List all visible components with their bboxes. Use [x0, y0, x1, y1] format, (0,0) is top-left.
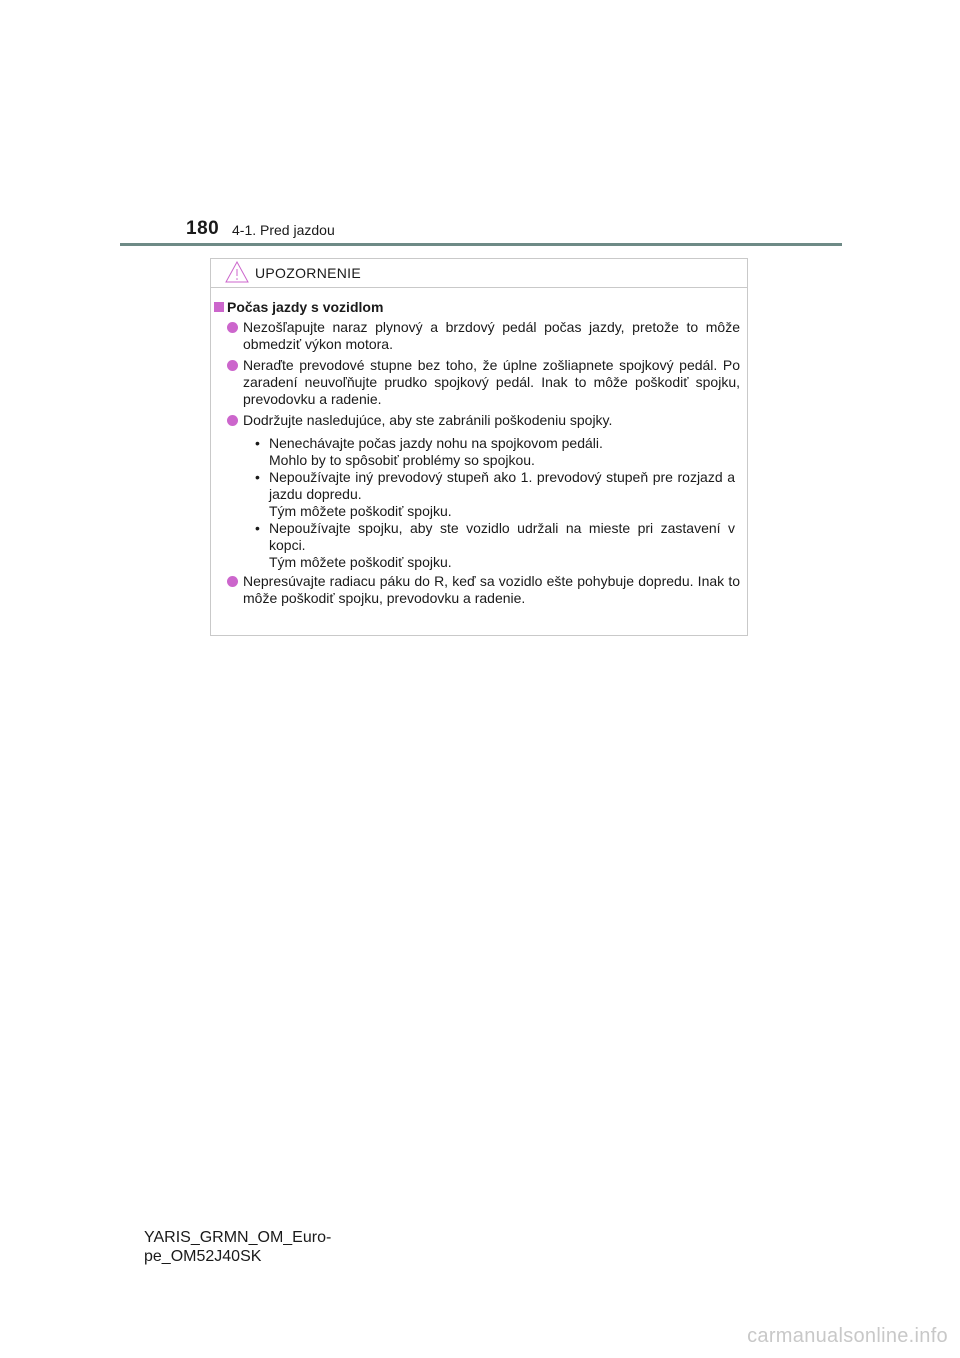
bullet-item — [243, 357, 740, 408]
sub-item-note: Tým môžete poškodiť spojku. — [269, 503, 452, 519]
sub-marker: • — [255, 469, 260, 485]
sub-item — [255, 469, 735, 520]
sub-item-note: Tým môžete poškodiť spojku. — [269, 554, 452, 570]
subheading — [211, 299, 747, 316]
sub-item-text: Nenechávajte počas jazdy nohu na spojkovom pedáli. — [269, 435, 603, 451]
footer-line-2: pe_OM52J40SK — [144, 1248, 262, 1265]
section-title: 4-1. Pred jazdou — [232, 222, 335, 238]
bullet-text: Nezošľapujte naraz plynový a brzdový pedál počas jazdy, pretože to môže obmedziť výkon motora. — [243, 319, 740, 352]
bullet-item — [243, 573, 740, 607]
sub-list — [255, 435, 735, 571]
warning-triangle-icon — [225, 261, 249, 283]
sub-item-note: Mohlo by to spôsobiť problémy so spojkou. — [269, 452, 535, 468]
sub-item — [255, 520, 735, 571]
round-bullet-icon — [227, 576, 238, 587]
subheading-text: Počas jazdy s vozidlom — [227, 299, 384, 315]
bullet-text: Nepresúvajte radiacu páku do R, keď sa vozidlo ešte pohybuje dopredu. Inak to môže poškodiť spojku, prevodovku a radenie. — [243, 573, 740, 606]
header-rule — [120, 243, 842, 246]
round-bullet-icon — [227, 322, 238, 333]
warning-content — [211, 299, 747, 611]
warning-box — [210, 258, 748, 636]
sub-item — [255, 435, 735, 469]
sub-marker: • — [255, 520, 260, 536]
bullet-text: Neraďte prevodové stupne bez toho, že úplne zošliapnete spojkový pedál. Po zaradení neuvoľňujte prudko spojkový pedál. Inak to môže poškodiť spojku, prevodovku a radenie. — [243, 357, 740, 407]
square-bullet-icon — [214, 302, 224, 312]
footer-doc-id — [144, 1228, 331, 1266]
round-bullet-icon — [227, 360, 238, 371]
warning-header — [211, 259, 747, 288]
sub-item-text: Nepoužívajte spojku, aby ste vozidlo udržali na mieste pri zastavení v kopci. — [269, 520, 735, 553]
bullet-item — [243, 319, 740, 353]
page-number: 180 — [186, 218, 220, 239]
bullet-text: Dodržujte nasledujúce, aby ste zabránili poškodeniu spojky. — [243, 412, 613, 428]
watermark: carmanualsonline.info — [747, 1325, 948, 1347]
bullet-item — [243, 412, 740, 429]
round-bullet-icon — [227, 415, 238, 426]
footer-line-1: YARIS_GRMN_OM_Euro- — [144, 1229, 332, 1246]
sub-item-text: Nepoužívajte iný prevodový stupeň ako 1. prevodový stupeň pre rozjazd a jazdu dopredu. — [269, 469, 735, 502]
sub-marker: • — [255, 435, 260, 451]
warning-label: UPOZORNENIE — [255, 265, 361, 281]
